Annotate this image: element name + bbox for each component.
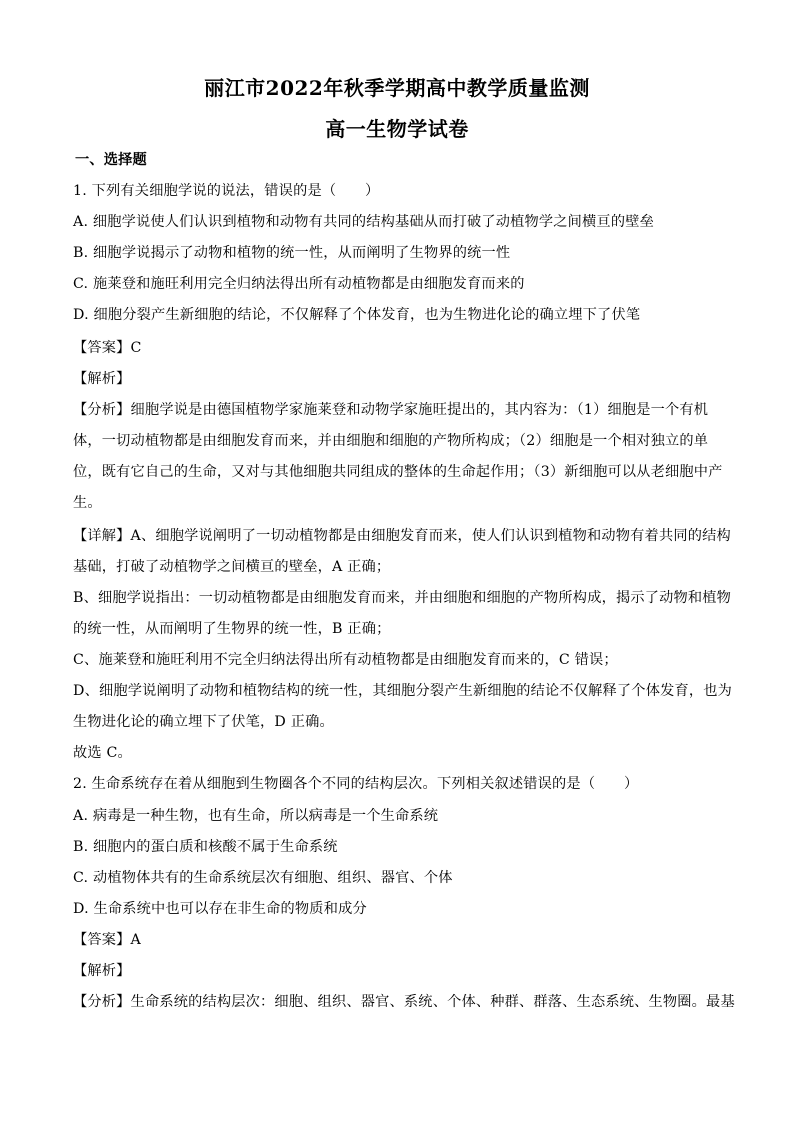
q2-option-d: D. 生命系统中也可以存在非生命的物质和成分	[73, 901, 367, 917]
document-subtitle: 高一生物学试卷	[325, 117, 469, 141]
q1-analysis-line: 【分析】细胞学说是由德国植物学家施莱登和动物学家施旺提出的，其内容为：（1）细胞是一个有机	[73, 402, 709, 418]
q1-analysis-line: 生。	[73, 495, 102, 511]
q1-detail-line: 【详解】A、细胞学说阐明了一切动植物都是由细胞发育而来，使人们认识到植物和动物有着共同的结构	[73, 528, 731, 544]
q2-option-b: B. 细胞内的蛋白质和核酸不属于生命系统	[73, 839, 338, 855]
q1-detail-line: 基础，打破了动植物学之间横亘的壁垒，A 正确；	[73, 559, 391, 575]
q1-analysis-label: 【解析】	[73, 371, 131, 387]
q2-analysis-line: 【分析】生命系统的结构层次：细胞、组织、器官、系统、个体、种群、群落、生态系统、生物圈。最基	[73, 994, 735, 1010]
q2-option-c: C. 动植物体共有的生命系统层次有细胞、组织、器官、个体	[73, 870, 453, 886]
q1-option-a: A. 细胞学说使人们认识到植物和动物有共同的结构基础从而打破了动植物学之间横亘的壁垒	[73, 214, 654, 230]
q1-analysis-line: 位，既有它自己的生命，又对与其他细胞共同组成的整体的生命起作用；（3）新细胞可以从老细胞中产	[73, 464, 723, 480]
q2-answer: 【答案】A	[73, 932, 141, 948]
document-title: 丽江市2022年秋季学期高中教学质量监测	[204, 76, 590, 100]
q1-detail-line: C、施莱登和施旺利用不完全归纳法得出所有动植物都是由细胞发育而来的，C 错误；	[73, 652, 618, 668]
q2-option-a: A. 病毒是一种生物，也有生命，所以病毒是一个生命系统	[73, 808, 439, 824]
q1-answer: 【答案】C	[73, 340, 142, 356]
q1-detail-line: D、细胞学说阐明了动物和植物结构的统一性，其细胞分裂产生新细胞的结论不仅解释了个体发育，也为	[73, 683, 733, 699]
section-heading: 一、选择题	[75, 152, 147, 168]
q1-option-b: B. 细胞学说揭示了动物和植物的统一性，从而阐明了生物界的统一性	[73, 245, 511, 261]
q2-analysis-label: 【解析】	[73, 963, 131, 979]
q1-analysis-line: 体，一切动植物都是由细胞发育而来，并由细胞和细胞的产物所构成；（2）细胞是一个相对独立的单	[73, 433, 709, 449]
q1-option-d: D. 细胞分裂产生新细胞的结论，不仅解释了个体发育，也为生物进化论的确立埋下了伏笔	[73, 307, 641, 323]
q1-detail-line: 的统一性，从而阐明了生物界的统一性，B 正确；	[73, 621, 391, 637]
q1-detail-line: 生物进化论的确立埋下了伏笔，D 正确。	[73, 714, 334, 730]
q2-stem: 2. 生命系统存在着从细胞到生物圈各个不同的结构层次。下列相关叙述错误的是（ ）	[73, 776, 639, 792]
q1-conclusion: 故选 C。	[73, 745, 132, 761]
q1-detail-line: B、细胞学说指出：一切动植物都是由细胞发育而来，并由细胞和细胞的产物所构成，揭示了动物和植物	[73, 590, 732, 606]
q1-option-c: C. 施莱登和施旺利用完全归纳法得出所有动植物都是由细胞发育而来的	[73, 276, 525, 292]
q1-stem: 1. 下列有关细胞学说的说法，错误的是（ ）	[73, 183, 380, 199]
